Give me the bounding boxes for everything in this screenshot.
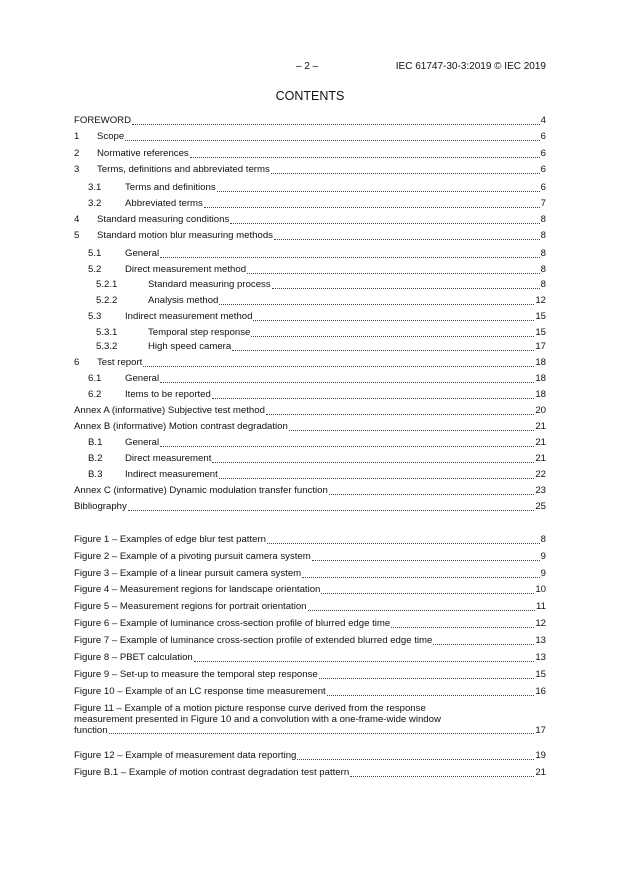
page-reference: 7	[540, 198, 546, 209]
figure-entry[interactable]	[74, 633, 546, 647]
figure-entry[interactable]	[74, 650, 546, 664]
page-number: – 2 –	[296, 61, 319, 72]
toc-entry[interactable]	[74, 355, 546, 369]
toc-entry-title: High speed camera	[148, 341, 232, 352]
page-reference: 18	[535, 389, 546, 400]
toc-entry-title: Analysis method	[148, 295, 219, 306]
dot-leader	[433, 643, 534, 645]
dot-leader	[327, 694, 535, 696]
page-reference: 8	[540, 230, 546, 241]
page-reference: 11	[536, 601, 546, 612]
page-reference: 8	[540, 264, 546, 275]
page-reference: 12	[535, 295, 546, 306]
toc-entry-title: General	[125, 437, 160, 448]
figure-entry[interactable]	[74, 582, 546, 596]
toc-entry-number: 5.3	[88, 311, 102, 322]
toc-entry-title: Items to be reported	[125, 389, 211, 400]
dot-leader	[247, 272, 540, 274]
toc-entry[interactable]	[74, 387, 546, 401]
page-reference: 6	[540, 164, 546, 175]
dot-leader	[329, 493, 535, 495]
page-reference: 23	[535, 485, 546, 496]
dot-leader	[160, 445, 534, 447]
toc-entry[interactable]	[74, 113, 546, 127]
toc-entry-number: 6	[74, 357, 80, 368]
toc-entry-number: 4	[74, 214, 80, 225]
dot-leader	[125, 139, 539, 141]
contents-title: CONTENTS	[275, 89, 345, 103]
toc-entry-title: Standard measuring conditions	[97, 214, 230, 225]
dot-leader	[271, 172, 540, 174]
toc-entry[interactable]	[74, 309, 546, 323]
figure-entry[interactable]	[74, 667, 546, 681]
toc-entry-number: 6.1	[88, 373, 102, 384]
figure-entry-title: Figure 2 – Example of a pivoting pursuit camera system	[74, 551, 311, 562]
dot-leader	[232, 349, 534, 351]
page-header	[0, 60, 620, 74]
figure-entry-title-line: Figure 11 – Example of a motion picture response curve derived from the response	[74, 703, 426, 714]
figure-entry-title: Figure B.1 – Example of motion contrast degradation test pattern	[74, 767, 350, 778]
toc-entry[interactable]	[74, 129, 546, 143]
toc-entry-title: Indirect measurement method	[125, 311, 253, 322]
toc-entry[interactable]	[74, 180, 546, 194]
dot-leader	[321, 592, 534, 594]
dot-leader	[251, 335, 534, 337]
toc-entry-number: B.2	[88, 453, 103, 464]
toc-entry-title: Annex B (informative) Motion contrast degradation	[74, 421, 288, 432]
dot-leader	[297, 758, 534, 760]
figure-entry-title: Figure 9 – Set-up to measure the temporal step response	[74, 669, 318, 680]
toc-entry[interactable]	[74, 212, 546, 226]
page-reference: 19	[535, 750, 546, 761]
figure-entry[interactable]	[74, 549, 546, 563]
toc-entry-number: 5.2.1	[96, 279, 118, 290]
figure-entry-title: Figure 7 – Example of luminance cross-section profile of extended blurred edge time	[74, 635, 433, 646]
toc-entry-title: General	[125, 248, 160, 259]
toc-entry-title: Normative references	[97, 148, 189, 159]
toc-entry-title: Scope	[97, 131, 125, 142]
toc-entry[interactable]	[74, 483, 546, 497]
dot-leader	[319, 677, 535, 679]
page-reference: 8	[540, 534, 546, 545]
dot-leader	[212, 461, 534, 463]
dot-leader	[194, 660, 535, 662]
toc-entry-title: Direct measurement method	[125, 264, 247, 275]
figure-entry[interactable]	[74, 599, 546, 613]
toc-entry-number: 3.1	[88, 182, 102, 193]
figure-entry-title: Figure 8 – PBET calculation	[74, 652, 193, 663]
toc-entry[interactable]	[74, 196, 546, 210]
dot-leader	[190, 156, 540, 158]
toc-entry-title: Standard measuring process	[148, 279, 271, 290]
dot-leader	[312, 559, 540, 561]
page-reference: 13	[535, 635, 546, 646]
figure-entry-title: Figure 10 – Example of an LC response time measurement	[74, 686, 326, 697]
dot-leader	[219, 303, 534, 305]
dot-leader	[267, 542, 540, 544]
toc-entry-title: Indirect measurement	[125, 469, 218, 480]
figure-entry[interactable]	[74, 616, 546, 630]
page-reference: 13	[535, 652, 546, 663]
toc-entry-title: Bibliography	[74, 501, 127, 512]
toc-entry-title: Terms and definitions	[125, 182, 216, 193]
toc-entry-number: 5	[74, 230, 80, 241]
toc-entry[interactable]	[74, 499, 546, 513]
page-reference: 21	[535, 767, 546, 778]
page-reference: 6	[540, 148, 546, 159]
toc-entry-number: 2	[74, 148, 80, 159]
page-reference: 16	[535, 686, 546, 697]
figure-entry-title-line: function	[74, 725, 108, 736]
page-reference: 8	[540, 248, 546, 259]
figure-entry[interactable]	[74, 748, 546, 762]
toc-entry-title: General	[125, 373, 160, 384]
page-reference: 21	[535, 421, 546, 432]
figure-entry[interactable]	[74, 566, 546, 580]
toc-entry[interactable]	[74, 146, 546, 160]
figure-entry-title: Figure 3 – Example of a linear pursuit camera system	[74, 568, 302, 579]
page-reference: 6	[540, 182, 546, 193]
page-reference: 9	[540, 568, 546, 579]
toc-entry-number: 5.2	[88, 264, 102, 275]
page-reference: 4	[540, 115, 546, 126]
page-reference: 10	[535, 584, 546, 595]
page-reference: 12	[535, 618, 546, 629]
toc-entry[interactable]	[74, 262, 546, 276]
toc-entry-title: Annex C (informative) Dynamic modulation transfer function	[74, 485, 328, 496]
toc-entry[interactable]	[74, 451, 546, 465]
toc-entry-number: 5.2.2	[96, 295, 118, 306]
dot-leader	[109, 732, 535, 734]
toc-entry[interactable]	[74, 293, 546, 307]
dot-leader	[160, 256, 540, 258]
toc-entry-number: 5.3.2	[96, 341, 118, 352]
figure-entry-title: Figure 4 – Measurement regions for landscape orientation	[74, 584, 321, 595]
dot-leader	[350, 775, 534, 777]
dot-leader	[219, 477, 535, 479]
page-reference: 15	[535, 311, 546, 322]
page-reference: 25	[535, 501, 546, 512]
toc-entry-number: 6.2	[88, 389, 102, 400]
toc-entry[interactable]	[74, 339, 546, 353]
figure-entry-title: Figure 12 – Example of measurement data reporting	[74, 750, 297, 761]
figure-entry-title-line: measurement presented in Figure 10 and a convolution with a one-frame-wide window	[74, 714, 441, 725]
dot-leader	[302, 576, 540, 578]
page-reference: 21	[535, 453, 546, 464]
toc-entry[interactable]	[74, 277, 546, 291]
toc-entry-number: 3.2	[88, 198, 102, 209]
page-reference: 20	[535, 405, 546, 416]
figure-entry[interactable]	[74, 765, 546, 779]
page-reference: 15	[535, 669, 546, 680]
dot-leader	[266, 413, 534, 415]
figure-entry-multiline[interactable]	[74, 703, 546, 736]
toc-entry-number: B.3	[88, 469, 103, 480]
figure-entry[interactable]	[74, 532, 546, 546]
page-reference: 17	[535, 725, 546, 736]
dot-leader	[128, 509, 535, 511]
figure-entry-title: Figure 5 – Measurement regions for portrait orientation	[74, 601, 307, 612]
standard-reference: IEC 61747-30-3:2019 © IEC 2019	[395, 61, 546, 72]
page-reference: 18	[535, 373, 546, 384]
toc-entry-number: B.1	[88, 437, 103, 448]
figure-entry-title: Figure 1 – Examples of edge blur test pattern	[74, 534, 266, 545]
toc-entry-title: FOREWORD	[74, 115, 132, 126]
toc-entry-title: Standard motion blur measuring methods	[97, 230, 273, 241]
dot-leader	[289, 429, 534, 431]
page-reference: 9	[540, 551, 546, 562]
figure-entry[interactable]	[74, 684, 546, 698]
toc-entry-title: Terms, definitions and abbreviated terms	[97, 164, 270, 175]
toc-entry[interactable]	[74, 246, 546, 260]
toc-entry[interactable]	[74, 325, 546, 339]
toc-entry-number: 5.1	[88, 248, 102, 259]
dot-leader	[253, 319, 534, 321]
toc-entry-title: Annex A (informative) Subjective test method	[74, 405, 265, 416]
dot-leader	[274, 238, 540, 240]
toc-entry[interactable]	[74, 419, 546, 433]
figure-entry-title: Figure 6 – Example of luminance cross-section profile of blurred edge time	[74, 618, 391, 629]
page-reference: 18	[535, 357, 546, 368]
dot-leader	[230, 222, 539, 224]
page-reference: 22	[535, 469, 546, 480]
toc-entry-title: Abbreviated terms	[125, 198, 203, 209]
page-reference: 8	[540, 214, 546, 225]
toc-entry[interactable]	[74, 228, 546, 242]
toc-entry-number: 3	[74, 164, 80, 175]
toc-entry[interactable]	[74, 371, 546, 385]
page-reference: 17	[535, 341, 546, 352]
toc-entry[interactable]	[74, 435, 546, 449]
dot-leader	[132, 123, 540, 125]
toc-entry-title: Direct measurement	[125, 453, 212, 464]
toc-entry[interactable]	[74, 467, 546, 481]
page-reference: 8	[540, 279, 546, 290]
dot-leader	[308, 609, 536, 611]
toc-entry-title: Test report	[97, 357, 143, 368]
dot-leader	[212, 397, 534, 399]
dot-leader	[143, 365, 534, 367]
dot-leader	[204, 206, 540, 208]
dot-leader	[217, 190, 540, 192]
page-reference: 6	[540, 131, 546, 142]
toc-entry-title: Temporal step response	[148, 327, 251, 338]
dot-leader	[272, 287, 540, 289]
page-reference: 15	[535, 327, 546, 338]
toc-entry[interactable]	[74, 162, 546, 176]
toc-entry-number: 5.3.1	[96, 327, 118, 338]
dot-leader	[160, 381, 534, 383]
toc-entry[interactable]	[74, 403, 546, 417]
page-reference: 21	[535, 437, 546, 448]
toc-entry-number: 1	[74, 131, 80, 142]
dot-leader	[391, 626, 534, 628]
